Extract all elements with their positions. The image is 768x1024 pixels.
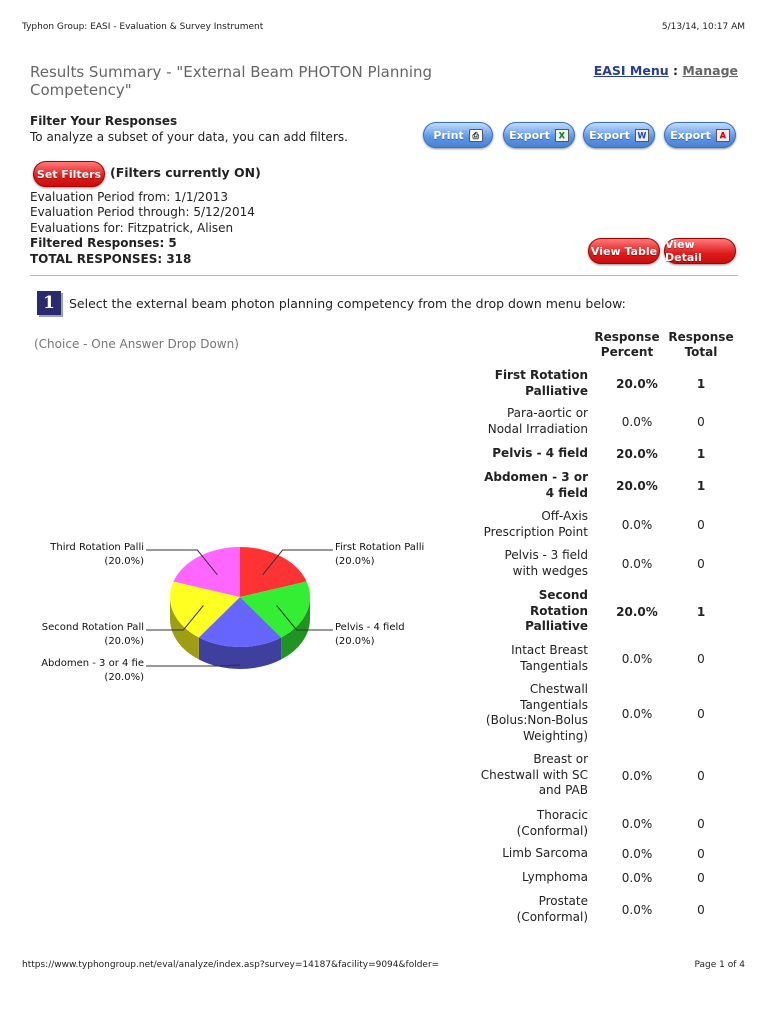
pie-slice-label: Third Rotation Palli — [50, 542, 144, 553]
row-percent: 0.0% — [621, 707, 653, 721]
pie-slice-percent: (20.0%) — [104, 672, 144, 683]
export-pdf-label: Export — [670, 128, 711, 142]
export-excel-label: Export — [509, 128, 550, 142]
view-table-button[interactable]: View Table — [588, 238, 660, 264]
row-total: 1 — [696, 605, 706, 619]
export-excel-button[interactable] — [503, 122, 575, 148]
footer-page: Page 1 of 4 — [694, 960, 745, 970]
set-filters-button[interactable]: Set Filters — [33, 161, 105, 187]
pdf-icon: A — [716, 129, 730, 142]
row-label: Pelvis - 3 field with wedges — [504, 548, 588, 578]
divider — [30, 275, 738, 276]
row-percent: 20.0% — [616, 447, 658, 461]
print-header-datetime: 5/13/14, 10:17 AM — [661, 22, 745, 32]
row-percent: 0.0% — [621, 415, 653, 429]
page-title: Results Summary - "External Beam PHOTON Planning Competency" — [30, 63, 433, 99]
printer-icon: ⎙ — [469, 129, 483, 142]
filtered-responses: Filtered Responses: 5 — [30, 236, 177, 250]
row-percent: 0.0% — [621, 903, 653, 917]
row-label: Intact Breast Tangentials — [511, 643, 588, 673]
row-label: Prostate (Conformal) — [516, 894, 588, 924]
total-responses: TOTAL RESPONSES: 318 — [30, 252, 192, 266]
pie-slice-label: Pelvis - 4 field — [335, 622, 405, 633]
row-label: Para-aortic or Nodal Irradiation — [487, 406, 588, 436]
word-icon: W — [635, 129, 649, 142]
pie-slice-percent: (20.0%) — [335, 556, 375, 567]
row-label: Breast or Chestwall with SC and PAB — [480, 752, 588, 797]
pie-slice-percent: (20.0%) — [335, 636, 375, 647]
question-type: (Choice - One Answer Drop Down) — [34, 337, 239, 351]
evaluations-for: Evaluations for: Fitzpatrick, Alisen — [30, 221, 234, 235]
pie-slice-percent: (20.0%) — [104, 556, 144, 567]
row-percent: 0.0% — [621, 847, 653, 861]
row-label: Second Rotation Palliative — [525, 588, 588, 633]
pie-chart — [0, 520, 440, 700]
row-label: Abdomen - 3 or 4 field — [484, 470, 588, 500]
row-total: 0 — [697, 518, 705, 532]
view-detail-button[interactable]: View Detail — [664, 238, 736, 264]
row-total: 0 — [697, 415, 705, 429]
row-label: Thoracic (Conformal) — [516, 808, 588, 838]
pie-slice-label: Abdomen - 3 or 4 fie — [41, 658, 144, 669]
row-total: 0 — [697, 871, 705, 885]
row-percent: 0.0% — [621, 557, 653, 571]
pie-slice-label: First Rotation Palli — [335, 542, 425, 553]
row-percent: 0.0% — [621, 769, 653, 783]
col-header-total: Response Total — [668, 330, 734, 359]
filter-heading: Filter Your Responses — [30, 114, 178, 128]
row-percent: 20.0% — [616, 479, 658, 493]
easi-menu-link[interactable]: EASI Menu — [593, 63, 669, 78]
period-from: Evaluation Period from: 1/1/2013 — [30, 190, 229, 204]
row-total: 1 — [696, 447, 706, 461]
row-total: 0 — [697, 847, 705, 861]
row-label: Limb Sarcoma — [502, 846, 588, 860]
row-label: Off-Axis Prescription Point — [483, 509, 588, 539]
row-percent: 20.0% — [616, 605, 658, 619]
question-number: 1 — [37, 291, 61, 315]
period-through: Evaluation Period through: 5/12/2014 — [30, 205, 255, 219]
row-label: Chestwall Tangentials (Bolus:Non-Bolus Weighting) — [485, 682, 588, 743]
menu-separator: : — [673, 63, 678, 78]
filter-description: To analyze a subset of your data, you can add filters. — [30, 130, 348, 144]
filters-status: (Filters currently ON) — [110, 165, 261, 180]
top-menu — [594, 63, 738, 78]
pie-slice-percent: (20.0%) — [104, 636, 144, 647]
row-percent: 0.0% — [621, 518, 653, 532]
row-total: 0 — [697, 557, 705, 571]
row-total: 0 — [697, 707, 705, 721]
pie-slice-label: Second Rotation Pall — [41, 622, 144, 633]
row-total: 1 — [696, 377, 706, 391]
print-button-label: Print — [433, 128, 464, 142]
row-percent: 0.0% — [621, 817, 653, 831]
col-header-percent: Response Percent — [594, 330, 660, 359]
question-text: Select the external beam photon planning competency from the drop down menu below: — [69, 296, 626, 311]
row-total: 0 — [697, 817, 705, 831]
row-label: Pelvis - 4 field — [492, 446, 588, 460]
row-percent: 20.0% — [616, 377, 658, 391]
excel-icon: X — [555, 129, 569, 142]
print-header-title: Typhon Group: EASI - Evaluation & Survey Instrument — [22, 22, 264, 32]
row-total: 1 — [696, 479, 706, 493]
row-total: 0 — [697, 903, 705, 917]
row-percent: 0.0% — [621, 652, 653, 666]
export-word-label: Export — [589, 128, 630, 142]
export-pdf-button[interactable] — [664, 122, 736, 148]
row-label: First Rotation Palliative — [494, 368, 588, 398]
row-total: 0 — [697, 769, 705, 783]
footer-url: https://www.typhongroup.net/eval/analyze/index.asp?survey=14187&facility=9094&folder= — [22, 960, 440, 970]
row-total: 0 — [697, 652, 705, 666]
row-label: Lymphoma — [522, 870, 588, 884]
row-percent: 0.0% — [621, 871, 653, 885]
export-word-button[interactable] — [583, 122, 655, 148]
print-button[interactable] — [423, 122, 493, 148]
manage-link[interactable]: Manage — [682, 63, 738, 78]
